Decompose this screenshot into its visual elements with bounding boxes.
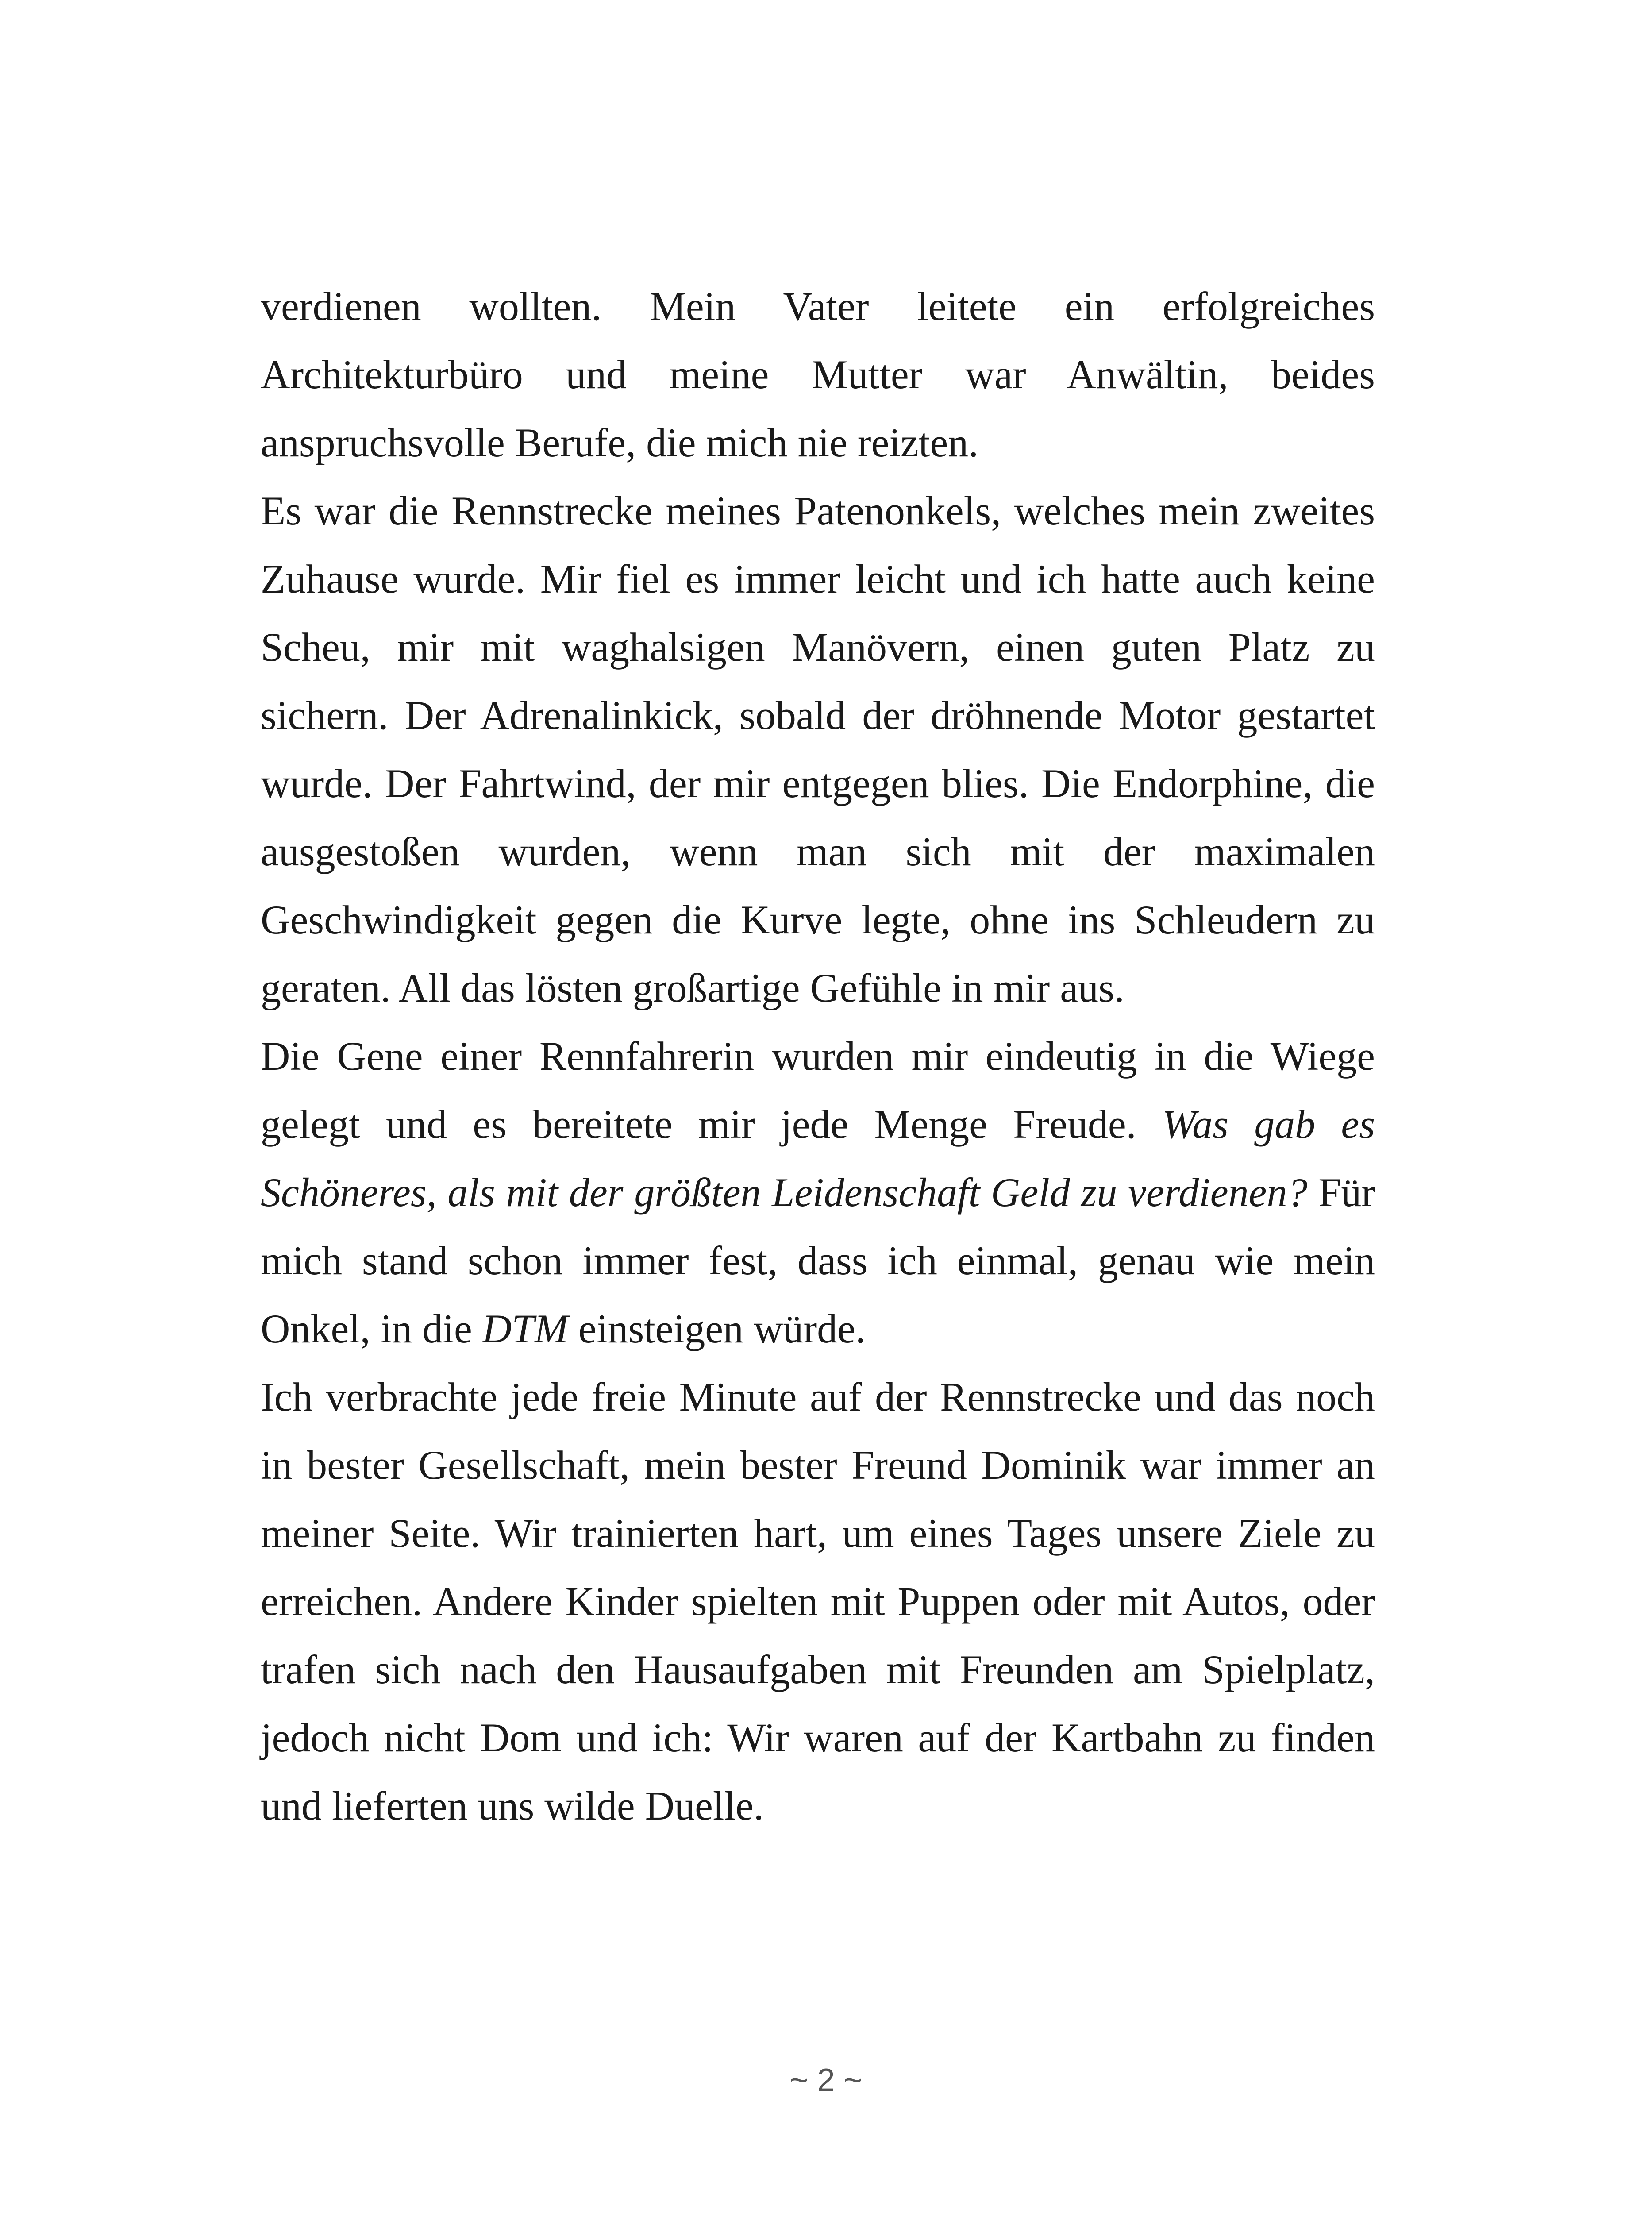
body-text	[261, 272, 1375, 1840]
paragraph-2-text: Es war die Rennstrecke meines Patenonkels, welches mein zweites Zuhause wurde. Mir fiel es immer leicht und ich hatte auch keine Scheu, mir mit waghalsigen Manövern, einen guten Platz zu sichern. Der Adrenalinkick, sobald der dröhnende Motor gestartet wurde. Der Fahrtwind, der mir entgegen blies. Die Endorphine, die ausgestoßen wurden, wenn man sich mit der maximalen Geschwindigkeit gegen die Kurve legte, ohne ins Schleudern zu geraten. All das lösten großartige Gefühle in mir aus.	[261, 488, 1375, 1010]
paragraph-1	[261, 272, 1375, 477]
paragraph-3-text-a: Die Gene einer Rennfahrerin wurden mir eindeutig in die Wiege gelegt und es bereitete mir jede Menge Freude.	[261, 1033, 1375, 1147]
paragraph-4-text: Ich verbrachte jede freie Minute auf der Rennstrecke und das noch in bester Gesellschaft, mein bester Freund Dominik war immer an meiner Seite. Wir trainierten hart, um eines Tages unsere Ziele zu erreichen. Andere Kinder spielten mit Puppen oder mit Autos, oder trafen sich nach den Hausaufgaben mit Freunden am Spielplatz, jedoch nicht Dom und ich: Wir waren auf der Kartbahn zu finden und lieferten uns wilde Duelle.	[261, 1374, 1375, 1828]
paragraph-4	[261, 1363, 1375, 1840]
paragraph-3-italic-question: Was gab es Schöneres, als mit der größten Leidenschaft Geld zu verdienen?	[261, 1102, 1375, 1215]
paragraph-3-text-c: einsteigen würde.	[568, 1306, 866, 1351]
paragraph-1-text: verdienen wollten. Mein Vater leitete ein erfolgreiches Architekturbüro und meine Mutter war Anwältin, beides anspruchsvolle Berufe, die mich nie reizten.	[261, 284, 1375, 465]
paragraph-2	[261, 477, 1375, 1022]
paragraph-3-text-b: Für mich stand schon immer fest, dass ich einmal, genau wie mein Onkel, in die	[261, 1170, 1375, 1351]
paragraph-3	[261, 1022, 1375, 1363]
page-number: ~ 2 ~	[789, 2063, 863, 2098]
paragraph-3-italic-dtm: DTM	[482, 1306, 569, 1351]
